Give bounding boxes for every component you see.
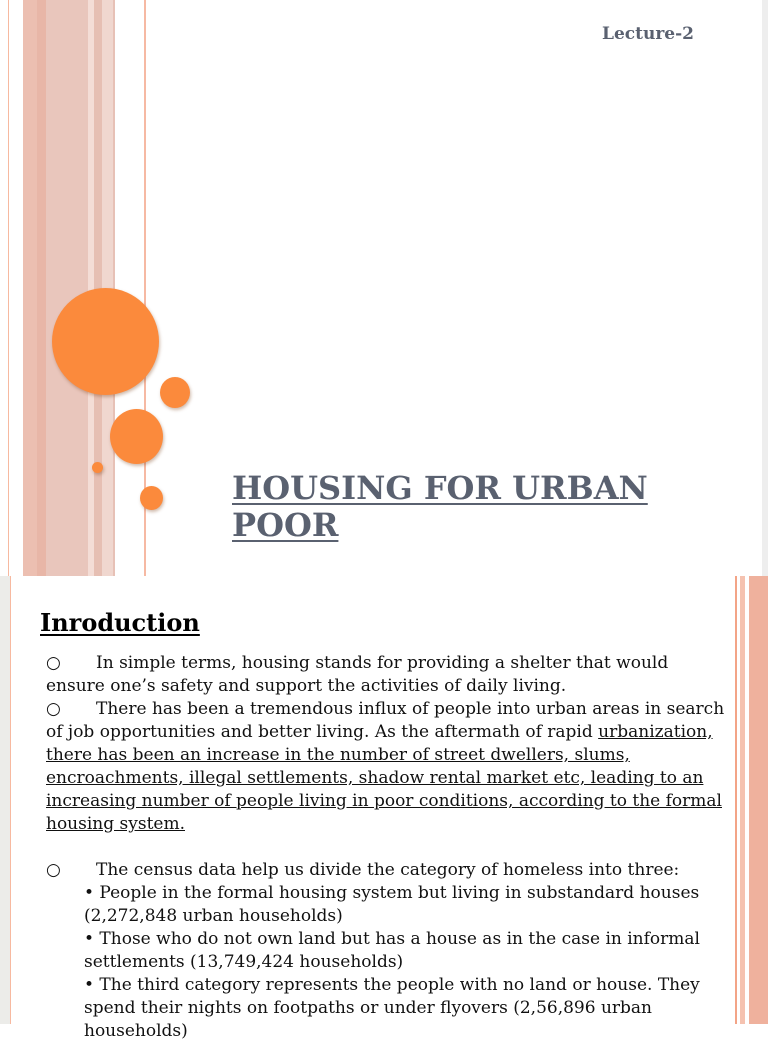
paragraph-3	[46, 859, 726, 882]
spacer	[46, 836, 726, 859]
slide-title	[232, 470, 732, 544]
paragraph-2-text: There has been a tremendous influx of people into urban areas in search of job opportunities and better living. As the aftermath of rapid	[46, 699, 725, 742]
title-line-1: HOUSING FOR URBAN	[232, 469, 648, 507]
list-item: • People in the formal housing system but living in substandard houses (2,272,848 urban households)	[84, 883, 700, 926]
bullet-icon: ○	[46, 653, 61, 673]
decorative-circle-tiny	[92, 462, 103, 473]
list-item: • Those who do not own land but has a house as in the case in informal settlements (13,749,424 households)	[84, 929, 700, 972]
slide-edge	[762, 0, 768, 576]
decorative-stripe	[735, 576, 737, 1024]
paragraph-2-underlined-text: urbanization, there has been an increase in the number of street dwellers, slums, encroachments, illegal settlements, shadow rental market etc, leading to an increasing number of people living in poor conditions, according to the formal housing system.	[46, 722, 722, 834]
decorative-circle-large	[52, 288, 159, 395]
decorative-circle-small	[140, 486, 163, 510]
lecture-label: Lecture-2	[602, 24, 694, 44]
decorative-stripe	[46, 0, 88, 576]
decorative-stripe	[23, 0, 37, 576]
section-heading: Inroduction	[40, 608, 200, 637]
paragraph-2	[46, 698, 726, 836]
paragraph-3-text: The census data help us divide the category of homeless into three:	[96, 860, 680, 880]
decorative-circle-medium	[110, 409, 163, 464]
body-text	[46, 652, 726, 1043]
paragraph-1	[46, 652, 726, 698]
decorative-stripe	[749, 576, 768, 1024]
introduction-slide	[0, 576, 768, 1041]
bullet-icon: ○	[46, 860, 61, 880]
decorative-stripe	[8, 0, 9, 576]
list-item: • The third category represents the people with no land or house. They spend their nights on footpaths or under flyovers (2,56,896 urban households)	[84, 975, 700, 1041]
title-line-2: POOR	[232, 506, 339, 544]
decorative-stripe	[37, 0, 46, 576]
decorative-circle-small	[160, 377, 190, 408]
bullet-icon: ○	[46, 699, 61, 719]
slide-border-line	[10, 576, 11, 1024]
paragraph-1-text: In simple terms, housing stands for providing a shelter that would ensure one’s safety and support the activities of daily living.	[46, 653, 669, 696]
decorative-stripe	[740, 576, 745, 1024]
slide-border-left	[0, 576, 10, 1024]
